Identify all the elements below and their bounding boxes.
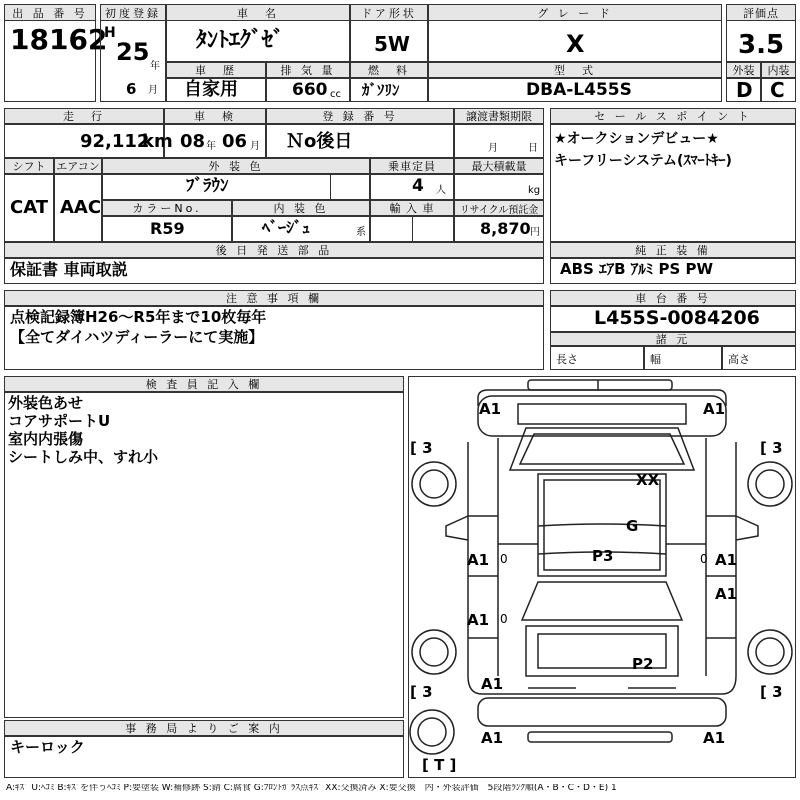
damage-mark-rear-center: P2 <box>632 655 654 673</box>
equipment-label: 純 正 装 備 <box>550 242 796 258</box>
insp-year: 08 <box>180 131 206 152</box>
capacity: 4 <box>412 176 424 196</box>
equipment: ABS ｴｱB ｱﾙﾐ PS PW <box>560 260 714 278</box>
era: H <box>104 25 116 41</box>
damage-mark-left-rear-door: A1 <box>467 611 490 629</box>
office-label: 事 務 局 よ り ご 案 内 <box>4 720 404 736</box>
damage-mark-left-rear: A1 <box>481 675 504 693</box>
mileage-unit: km <box>142 131 173 152</box>
later-parts: 保証書 車両取説 <box>10 260 128 279</box>
damage-mark-fr-bumper: A1 <box>703 400 726 418</box>
year-unit: 年 <box>150 61 160 72</box>
chassis-number: L455S-0084206 <box>594 307 760 329</box>
exterior-grade: D <box>736 78 753 102</box>
interior-color-label: 内 装 色 <box>232 200 370 216</box>
damage-zero-1: 0 <box>500 552 508 566</box>
reg-month: 6 <box>126 80 137 98</box>
interior-color: ﾍﾞｰｼﾞｭ <box>262 218 311 237</box>
notes-line1: 点検記録簿H26～R5年まで10枚毎年 <box>10 308 267 326</box>
insp-month-unit: 月 <box>250 141 260 152</box>
reg-label: 初度登録 <box>100 4 166 21</box>
score-label: 評価点 <box>726 4 796 21</box>
inspector-line-2: コアサポートU <box>8 412 111 430</box>
inspection-label: 車 検 <box>164 108 266 124</box>
maxload-label: 最大積載量 <box>454 158 544 174</box>
damage-mark-rr-bumper: A1 <box>703 729 726 747</box>
damage-mark-right-mid: A1 <box>715 585 738 603</box>
damage-zero-3: 0 <box>500 612 508 626</box>
damage-zero-2: 0 <box>700 552 708 566</box>
door: 5W <box>374 32 410 56</box>
reg-year: 25 <box>116 38 150 66</box>
lot-number: 18162 <box>10 23 108 56</box>
legend: A:ｷｽﾞ U:ﾍｺﾐ B:ｷｽﾞを伴うﾍｺﾐ P:要塗装 W:補修跡 S:錆 C:腐食 G:ﾌﾛﾝﾄｶﾞﾗｽ点ｷｽﾞ XX:交換済み X:要交換 内・外装評価 5段階ﾗﾝｸ順(A・B・C・D・E) 1 <box>6 784 617 793</box>
selling-line1: ★オークションデビュー★ <box>554 131 719 147</box>
history: 自家用 <box>184 79 238 100</box>
dims-label: 諸 元 <box>550 332 796 346</box>
interior-grade: C <box>770 78 785 102</box>
door-label: ドア形状 <box>350 4 428 21</box>
selling-line2: キーフリーシステム(ｽﾏｰﾄｷｰ) <box>554 153 732 169</box>
exterior-label: 外装 <box>726 62 761 78</box>
color: ﾌﾞﾗｳﾝ <box>186 176 229 196</box>
damage-mark-glass: G <box>626 517 639 535</box>
lot-label: 出 品 番 号 <box>4 4 96 21</box>
damage-mark-fl-bumper: A1 <box>479 400 502 418</box>
capacity-unit: 人 <box>436 185 446 196</box>
score: 3.5 <box>738 30 785 60</box>
displacement: 660 <box>292 80 328 100</box>
damage-mark-right-front-door: A1 <box>715 551 738 569</box>
damage-mark-rl-bumper: A1 <box>481 729 504 747</box>
fuel: ｶﾞｿﾘﾝ <box>362 81 400 99</box>
damage-mark-left-front-door: A1 <box>467 551 490 569</box>
tyre-rl: [ 3 <box>410 683 433 701</box>
chassis-label: 車 台 番 号 <box>550 290 796 306</box>
office-text: キーロック <box>10 738 85 756</box>
damage-mark-center: P3 <box>592 547 614 565</box>
transfer-label: 譲渡書類期限 <box>454 108 544 124</box>
ac: AAC <box>60 197 102 218</box>
colorno-label: カラーNo. <box>102 200 232 216</box>
car-name: ﾀﾝﾄｴｸﾞｾﾞ <box>196 28 285 53</box>
mileage-label: 走 行 <box>4 108 164 124</box>
displacement-label: 排 気 量 <box>266 62 350 78</box>
insp-month: 06 <box>222 131 248 152</box>
interior-color-suffix: 系 <box>356 227 366 238</box>
notes-line2: 【全てダイハツディーラーにて実施】 <box>10 328 264 346</box>
import-sub-box <box>412 216 454 242</box>
inspector-label: 検 査 員 記 入 欄 <box>4 376 404 392</box>
selling-label: セ ー ル ス ポ イ ン ト <box>550 108 796 124</box>
recycle-label: リサイクル預託金 <box>454 200 544 216</box>
interior-label: 内装 <box>761 62 796 78</box>
mileage: 92,112 <box>80 131 150 152</box>
inspector-line-3: 室内内張傷 <box>8 430 84 448</box>
tyre-fl: [ 3 <box>410 439 433 457</box>
month-unit: 月 <box>148 85 158 96</box>
import-label: 輸 入 車 <box>370 200 454 216</box>
length-label: 長さ <box>556 353 578 366</box>
car-outline-diagram <box>408 376 796 778</box>
transfer-day-unit: 日 <box>528 143 538 154</box>
insp-year-unit: 年 <box>206 141 216 152</box>
grade-label: グ レ ー ド <box>428 4 722 21</box>
inspector-line-4: シートしみ中、すれ小 <box>8 448 159 466</box>
shift-label: シフト <box>4 158 54 174</box>
maxload-unit: kg <box>528 185 541 196</box>
damage-mark-roof: XX <box>636 471 660 489</box>
notes-label: 注 意 事 項 欄 <box>4 290 544 306</box>
displacement-unit: cc <box>330 89 341 100</box>
width-label: 幅 <box>650 353 661 366</box>
tyre-rr: [ 3 <box>760 683 783 701</box>
height-label: 高さ <box>728 353 750 366</box>
shift: CAT <box>10 197 49 218</box>
tyre-fr: [ 3 <box>760 439 783 457</box>
recycle: 8,870 <box>480 219 531 238</box>
transfer-month-unit: 月 <box>488 143 498 154</box>
fuel-label: 燃 料 <box>350 62 428 78</box>
recycle-unit: 円 <box>530 227 540 238</box>
colorno: R59 <box>150 219 185 238</box>
regno-label: 登 録 番 号 <box>266 108 454 124</box>
name-label: 車 名 <box>166 4 350 21</box>
color-sub-box <box>330 174 370 200</box>
model: DBA-L455S <box>526 80 632 100</box>
tyre-spare: [ T ] <box>422 756 457 774</box>
color-label: 外 装 色 <box>102 158 370 174</box>
grade: X <box>566 30 585 58</box>
model-label: 型 式 <box>428 62 722 78</box>
capacity-label: 乗車定員 <box>370 158 454 174</box>
inspector-line-1: 外装色あせ <box>8 394 84 412</box>
later-parts-label: 後 日 発 送 部 品 <box>4 242 544 258</box>
ac-label: エアコン <box>54 158 102 174</box>
history-label: 車 歴 <box>166 62 266 78</box>
regno: Ｎo後日 <box>286 131 353 152</box>
